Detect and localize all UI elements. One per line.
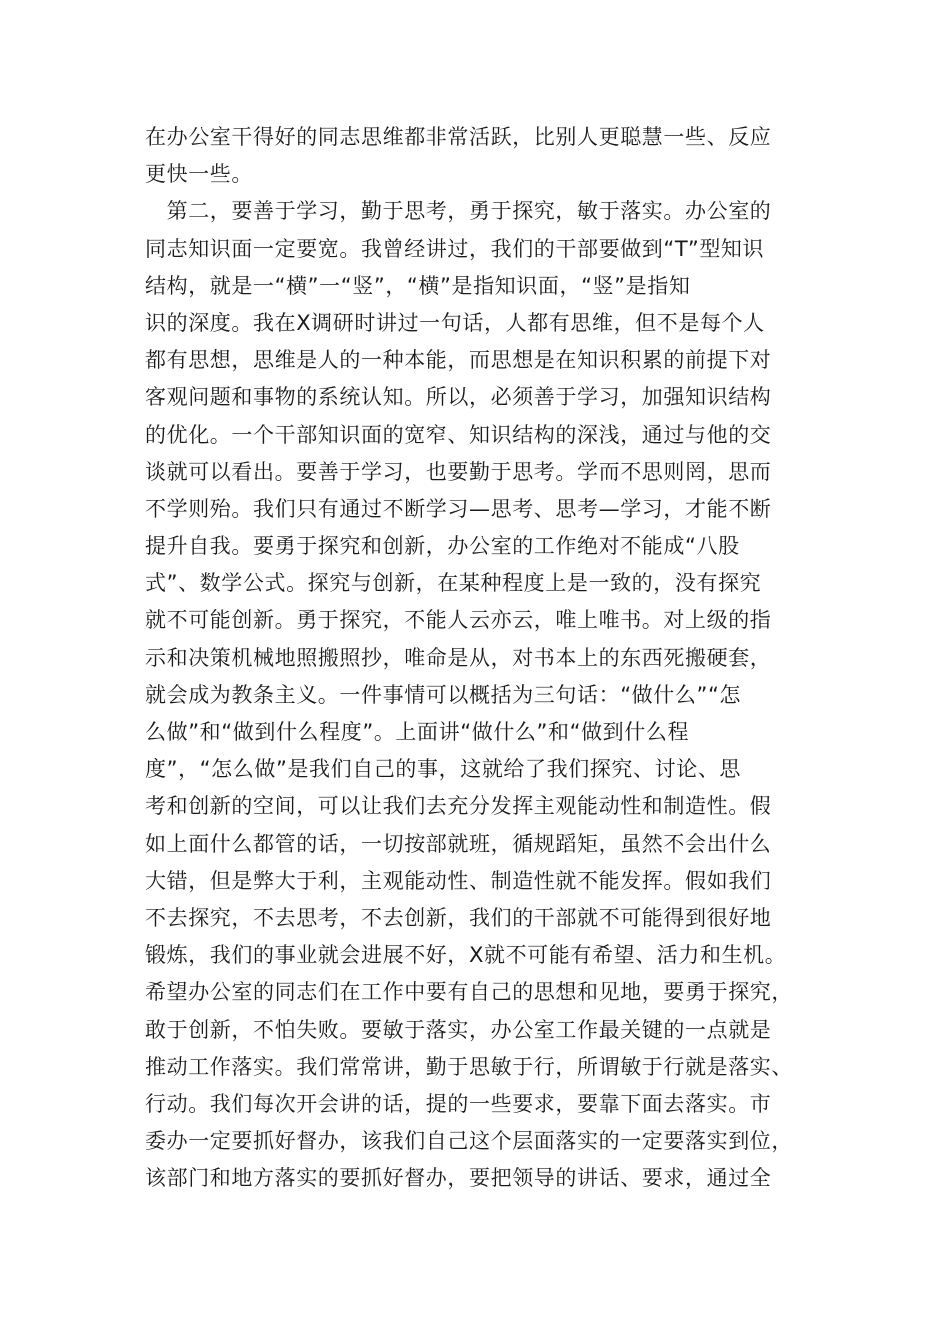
text-line: 的优化。一个干部知识面的宽窄、知识结构的深浅，通过与他的交 (145, 422, 772, 447)
text-line: 度”，“怎么做”是我们自己的事，这就给了我们探究、讨论、思 (145, 757, 742, 782)
text-line: 就不可能创新。勇于探究，不能人云亦云，唯上唯书。对上级的指 (145, 608, 772, 633)
text-line: 该部门和地方落实的要抓好督办，要把领导的讲话、要求，通过全 (145, 1166, 772, 1191)
text-line: 式”、数学公式。探究与创新，在某种程度上是一致的，没有探究 (145, 571, 762, 596)
text-line: 结构，就是一“横”一“竖”，“横”是指知识面，“竖”是指知 (145, 273, 691, 298)
text-line: 在办公室干得好的同志思维都非常活跃，比别人更聪慧一些、反应 (145, 125, 772, 149)
text-line: 提升自我。要勇于探究和创新，办公室的工作绝对不能成“八股 (145, 534, 740, 559)
text-line: 锻炼，我们的事业就会进展不好，X就不可能有希望、活力和生机。 (145, 943, 787, 968)
text-line: 识的深度。我在X调研时讲过一句话，人都有思维，但不是每个人 (145, 310, 765, 335)
text-line: 敢于创新，不怕失败。要敏于落实，办公室工作最关键的一点就是 (145, 1017, 772, 1042)
text-line: 考和创新的空间，可以让我们去充分发挥主观能动性和制造性。假 (145, 794, 772, 819)
text-line: 第二，要善于学习，勤于思考，勇于探究，敏于落实。办公室的 (145, 199, 772, 224)
text-line: 就会成为教条主义。一件事情可以概括为三句话：“做什么”“怎 (145, 682, 742, 707)
text-line: 客观问题和事物的系统认知。所以，必须善于学习，加强知识结构 (145, 385, 772, 410)
text-line: 更快一些。 (145, 162, 253, 187)
text-line: 不学则殆。我们只有通过不断学习—思考、思考—学习，才能不断 (145, 496, 772, 521)
text-line: 委办一定要抓好督办，该我们自己这个层面落实的一定要落实到位， (145, 1129, 793, 1154)
text-line: 大错，但是弊大于利，主观能动性、制造性就不能发挥。假如我们 (145, 868, 772, 893)
text-line: 都有思想，思维是人的一种本能，而思想是在知识积累的前提下对 (145, 348, 772, 373)
text-line: 希望办公室的同志们在工作中要有自己的思想和见地，要勇于探究， (145, 980, 793, 1005)
text-line: 推动工作落实。我们常常讲，勤于思敏于行，所谓敏于行就是落实、 (145, 1054, 793, 1079)
text-line: 么做”和“做到什么程度”。上面讲“做什么”和“做到什么程 (145, 720, 690, 744)
text-line: 同志知识面一定要宽。我曾经讲过，我们的干部要做到“T”型知识 (145, 236, 765, 261)
text-line: 如上面什么都管的话，一切按部就班，循规蹈矩，虽然不会出什么 (145, 831, 772, 856)
text-line: 示和决策机械地照搬照抄，唯命是从，对书本上的东西死搬硬套， (145, 645, 772, 670)
text-line: 行动。我们每次开会讲的话，提的一些要求，要靠下面去落实。市 (145, 1091, 772, 1116)
text-line: 不去探究，不去思考，不去创新，我们的干部就不可能得到很好地 (145, 905, 772, 930)
body-text (145, 119, 815, 1197)
text-line: 谈就可以看出。要善于学习，也要勤于思考。学而不思则罔，思而 (145, 459, 772, 484)
